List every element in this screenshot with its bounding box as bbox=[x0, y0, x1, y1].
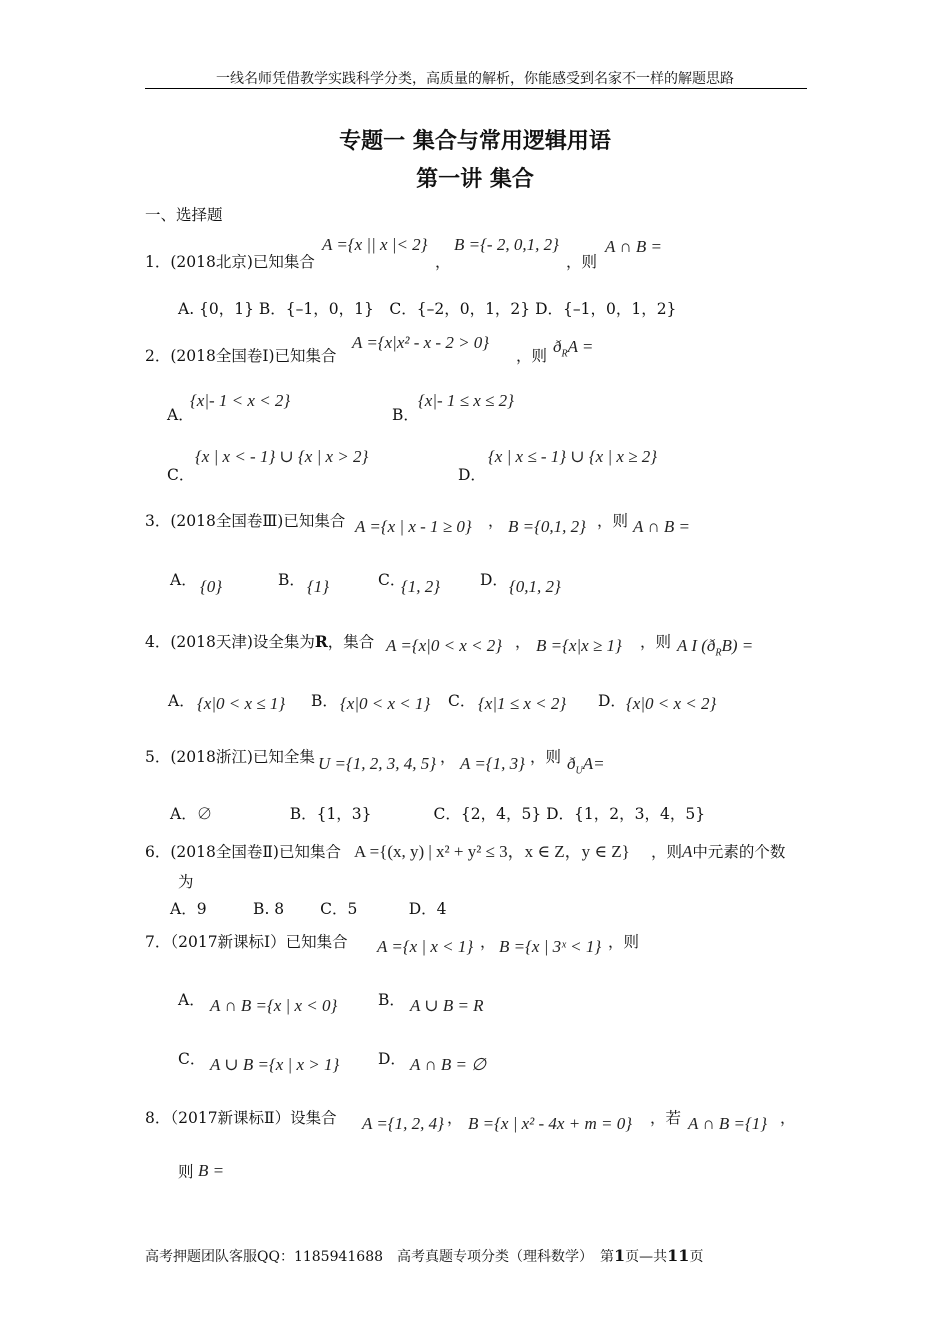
q2-option-d-label: D． bbox=[458, 466, 486, 484]
q8-sep2: ， bbox=[780, 1109, 796, 1127]
q6-options: A．9 B. 8 C．5 D．4 bbox=[170, 900, 447, 918]
q7-then: ，则 bbox=[608, 933, 640, 951]
q5-stem: 5．(2018浙江)已知全集 bbox=[145, 748, 315, 766]
q1-ask: A ∩ B = bbox=[605, 237, 662, 256]
header-divider bbox=[145, 88, 807, 89]
q2-ask: $ð_RA$ = bbox=[553, 337, 594, 360]
q7-option-c: A ∪ B ={x | x > 1} bbox=[210, 1055, 340, 1074]
q8-set-b: B ={x | x² - 4x + m = 0} bbox=[468, 1114, 632, 1133]
q7-option-d: A ∩ B = ∅ bbox=[410, 1055, 487, 1074]
q4-option-c-label: C． bbox=[448, 692, 476, 710]
q4-then: ，则 bbox=[640, 633, 672, 651]
q3-ask: A ∩ B = bbox=[633, 517, 690, 536]
q1-sep: ， bbox=[435, 253, 451, 271]
q8-line2: 则 bbox=[178, 1163, 194, 1181]
q2-set-a: A ={x|x² - x - 2 > 0} bbox=[352, 333, 490, 352]
q7-option-b-label: B． bbox=[378, 991, 405, 1009]
q7-stem: 7．（2017新课标Ⅰ）已知集合 bbox=[145, 933, 348, 951]
q4-option-a-label: A． bbox=[168, 692, 195, 710]
q4-sep: ， bbox=[515, 633, 531, 651]
q8-ask: B = bbox=[198, 1161, 225, 1180]
q1-set-a: A ={x || x |< 2} bbox=[322, 235, 428, 254]
q2-stem: 2．(2018全国卷Ⅰ)已知集合 bbox=[145, 347, 337, 365]
q4-set-b: B ={x|x ≥ 1} bbox=[536, 636, 622, 655]
q1-set-b: B ={- 2, 0,1, 2} bbox=[454, 235, 559, 254]
q2-option-b: {x|- 1 ≤ x ≤ 2} bbox=[418, 391, 514, 410]
q2-option-a-label: A． bbox=[167, 406, 194, 424]
q4-option-a: {x|0 < x ≤ 1} bbox=[197, 694, 286, 713]
q4-option-b: {x|0 < x < 1} bbox=[340, 694, 431, 713]
q7-set-a: A ={x | x < 1} bbox=[377, 937, 474, 956]
q4-option-d: {x|0 < x < 2} bbox=[626, 694, 717, 713]
q3-set-a: A ={x | x - 1 ≥ 0} bbox=[355, 517, 472, 536]
q5-set-u: U ={1, 2, 3, 4, 5} bbox=[318, 754, 437, 773]
chapter-title: 专题一 集合与常用逻辑用语 bbox=[339, 129, 611, 154]
q4-option-d-label: D． bbox=[598, 692, 626, 710]
header-banner: 一线名师凭借教学实践科学分类，高质量的解析，你能感受到名家不一样的解题思路 bbox=[216, 71, 734, 87]
q4-ask: A I $(ð_RB)$ = bbox=[677, 636, 754, 659]
q7-option-d-label: D． bbox=[378, 1050, 406, 1068]
q7-option-a: A ∩ B ={x | x < 0} bbox=[210, 996, 338, 1015]
q3-option-a-label: A． bbox=[170, 571, 197, 589]
q7-set-b: B ={x | 3ˣ < 1} bbox=[499, 937, 602, 956]
q2-option-c: {x | x < - 1} ∪ {x | x > 2} bbox=[195, 447, 369, 466]
q2-option-d: {x | x ≤ - 1} ∪ {x | x ≥ 2} bbox=[488, 447, 658, 466]
q1-options: A. {0，1} B．{–1，0，1} C．{–2，0，1，2} D．{–1，0，1，2} bbox=[178, 300, 677, 318]
q8-cond: A ∩ B ={1} bbox=[688, 1114, 768, 1133]
q3-option-a: {0} bbox=[200, 577, 223, 596]
q1-then: ，则 bbox=[566, 253, 598, 271]
current-page: 1 bbox=[614, 1246, 626, 1265]
section-heading: 一、选择题 bbox=[145, 206, 223, 224]
q5-ask: $ð_UA=$ bbox=[567, 754, 605, 777]
q4-option-b-label: B． bbox=[311, 692, 338, 710]
q7-option-a-label: A． bbox=[178, 991, 205, 1009]
q3-option-b-label: B． bbox=[278, 571, 305, 589]
lecture-title: 第一讲 集合 bbox=[416, 167, 534, 192]
q3-option-c: {1, 2} bbox=[401, 577, 441, 596]
q8-stem: 8．（2017新课标Ⅱ）设集合 bbox=[145, 1109, 337, 1127]
q3-option-b: {1} bbox=[307, 577, 330, 596]
q6-stem: 6．(2018全国卷Ⅱ)已知集合 bbox=[145, 843, 341, 861]
q1-stem: 1．(2018北京)已知集合 bbox=[145, 253, 315, 271]
q5-options: A．∅ B．{1，3} C．{2，4，5} D．{1，2，3，4，5} bbox=[170, 805, 706, 823]
q2-then: ，则 bbox=[516, 347, 548, 365]
q3-stem: 3．(2018全国卷Ⅲ)已知集合 bbox=[145, 512, 346, 530]
q4-set-a: A ={x|0 < x < 2} bbox=[386, 636, 503, 655]
q6-set-a: A ={(x, y) | x² + y² ≤ 3，x ∈ Z，y ∈ Z} bbox=[354, 842, 630, 861]
q3-set-b: B ={0,1, 2} bbox=[508, 517, 586, 536]
q3-option-d-label: D． bbox=[480, 571, 508, 589]
q5-sep: ， bbox=[440, 748, 456, 766]
page-footer: 高考押题团队客服QQ：1185941688 高考真题专项分类（理科数学） 第1页—共11页 bbox=[145, 1246, 704, 1265]
q5-set-a: A ={1, 3} bbox=[460, 754, 525, 773]
q7-option-c-label: C． bbox=[178, 1050, 206, 1068]
total-pages: 11 bbox=[667, 1246, 690, 1265]
q4-option-c: {x|1 ≤ x < 2} bbox=[478, 694, 567, 713]
q2-option-b-label: B． bbox=[392, 406, 419, 424]
q5-then: ，则 bbox=[530, 748, 562, 766]
q3-sep: ， bbox=[488, 512, 504, 530]
q7-sep: ， bbox=[480, 933, 496, 951]
q2-option-c-label: C． bbox=[167, 466, 195, 484]
q7-option-b: A ∪ B = R bbox=[410, 996, 484, 1015]
q3-option-d: {0,1, 2} bbox=[509, 577, 561, 596]
q6-line2: 为 bbox=[178, 873, 194, 891]
q3-option-c-label: C． bbox=[378, 571, 406, 589]
q3-then: ，则 bbox=[597, 512, 629, 530]
q6-tail: ，则A中元素的个数 bbox=[651, 842, 786, 861]
q8-sep: ， bbox=[447, 1109, 463, 1127]
q8-set-a: A ={1, 2, 4} bbox=[362, 1114, 444, 1133]
q2-option-a: {x|- 1 < x < 2} bbox=[190, 391, 291, 410]
q4-stem: 4．(2018天津)设全集为R，集合 bbox=[145, 632, 375, 651]
q8-if: ，若 bbox=[650, 1109, 682, 1127]
